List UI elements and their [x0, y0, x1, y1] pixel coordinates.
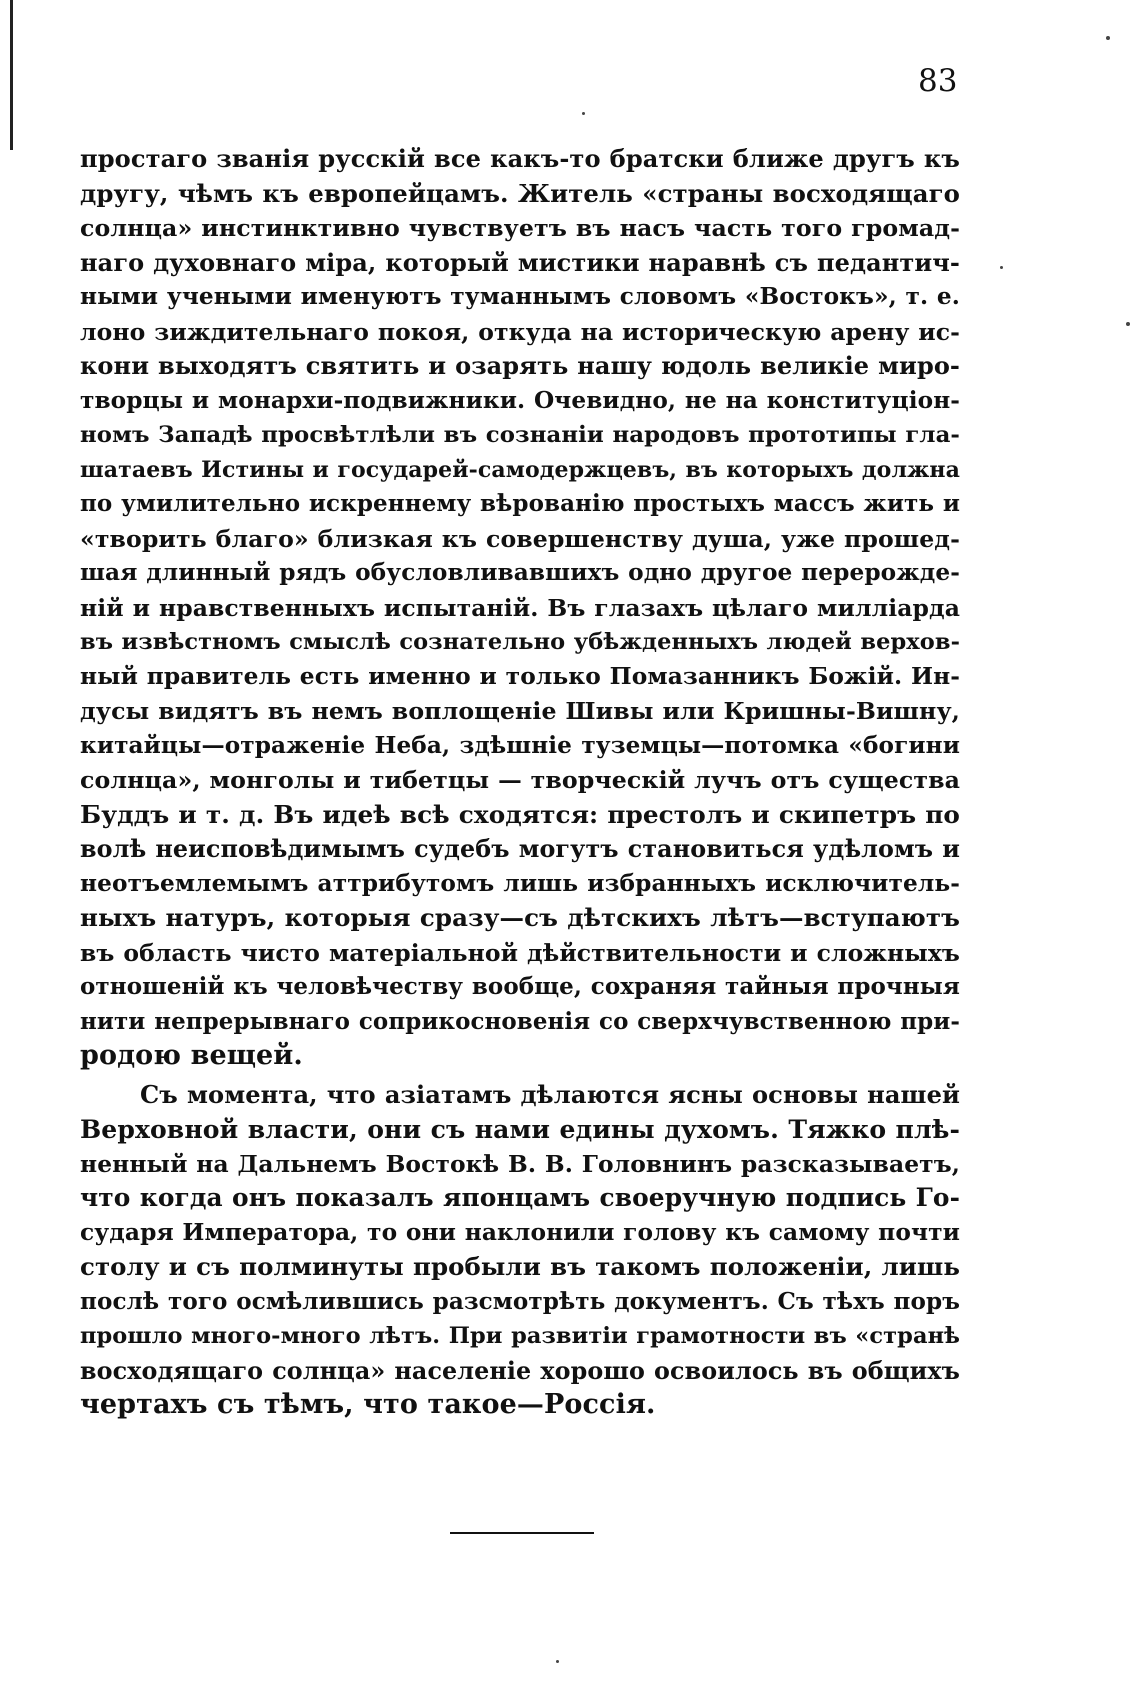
text-line: столу и съ полминуты пробыли въ такомъ положеніи, лишь [80, 1252, 960, 1281]
text-line: ныхъ натуръ, которыя сразу—съ дѣтскихъ лѣтъ—вступаютъ [80, 903, 960, 932]
text-line: солнца» инстинктивно чувствуетъ въ насъ часть того громад- [80, 214, 960, 242]
paragraph-2 [80, 1078, 960, 1423]
text-line: ній и нравственныхъ испытаній. Въ глазахъ цѣлаго милліарда [80, 593, 960, 622]
text-line: прошло много-много лѣтъ. При развитіи грамотности въ «странѣ [80, 1323, 960, 1349]
scan-speck [1000, 266, 1003, 269]
text-line: въ область чисто матеріальной дѣйствительности и сложныхъ [80, 938, 960, 967]
text-line: кони выходятъ святить и озарять нашу юдоль великіе миро- [80, 351, 960, 380]
text-line: простаго званія русскій все какъ-то братски ближе другъ къ [80, 144, 960, 173]
text-line: творцы и монархи-подвижники. Очевидно, не на конституціон- [80, 386, 960, 414]
text-line: шая длинный рядъ обусловливавшихъ одно другое перерожде- [80, 559, 960, 586]
text-line: сударя Императора, то они наклонили голову къ самому почти [80, 1218, 960, 1246]
text-line: Буддъ и т. д. Въ идеѣ всѣ сходятся: престолъ и скипетръ по [80, 799, 960, 829]
text-line: отношеній къ человѣчеству вообще, сохраняя тайныя прочныя [80, 973, 960, 1000]
text-line: лоно зиждительнаго покоя, откуда на историческую арену ис- [80, 317, 960, 346]
page-binding-edge [10, 0, 13, 150]
text-line: волѣ неисповѣдимымъ судебъ могутъ становиться удѣломъ и [80, 835, 960, 863]
text-line: послѣ того осмѣлившись разсмотрѣть документъ. Съ тѣхъ поръ [80, 1287, 960, 1315]
text-line: китайцы—отраженіе Неба, здѣшніе туземцы—потомка «богини [80, 731, 960, 759]
text-line: солнца», монголы и тибетцы — творческій лучъ отъ существа [80, 766, 960, 794]
text-line: ный правитель есть именно и только Помазанникъ Божій. Ин- [80, 662, 960, 690]
text-line: шатаевъ Истины и государей-самодержцевъ, въ которыхъ должна [80, 456, 960, 483]
paragraph-1 [80, 142, 960, 1074]
text-line: Верховной власти, они съ нами едины духомъ. Тяжко плѣ- [80, 1114, 960, 1144]
text-line: неотъемлемымъ аттрибутомъ лишь избранныхъ исключитель- [80, 869, 960, 897]
scan-speck [556, 1660, 559, 1663]
section-end-rule [450, 1532, 594, 1534]
text-line: по умилительно искреннему вѣрованію простыхъ массъ жить и [80, 490, 960, 517]
text-line: другу, чѣмъ къ европейцамъ. Житель «страны восходящаго [80, 178, 960, 208]
scan-speck [582, 112, 585, 115]
scan-speck [1106, 36, 1110, 40]
text-line: ными учеными именуютъ туманнымъ словомъ «Востокъ», т. е. [80, 283, 960, 310]
text-line: восходящаго солнца» населеніе хорошо освоилось въ общихъ [80, 1356, 960, 1385]
text-line: чертахъ съ тѣмъ, что такое—Россія. [80, 1389, 656, 1420]
text-line: наго духовнаго міра, который мистики наравнѣ съ педантич- [80, 247, 960, 277]
scan-speck [1126, 322, 1130, 326]
text-line: «творить благо» близкая къ совершенству душа, уже прошед- [80, 524, 960, 553]
text-line: что когда онъ показалъ японцамъ своеручную подпись Го- [80, 1183, 960, 1212]
text-line: нити непрерывнаго соприкосновенія со сверхчувственною при- [80, 1007, 960, 1035]
text-line: Съ момента, что азіатамъ дѣлаются ясны основы нашей [140, 1079, 960, 1109]
body-text [80, 142, 960, 1423]
text-line: родою вещей. [80, 1040, 303, 1071]
text-line: дусы видятъ въ немъ воплощеніе Шивы или Кришны-Вишну, [80, 697, 960, 725]
page-number: 83 [918, 63, 958, 99]
text-line: ненный на Дальнемъ Востокѣ В. В. Головнинъ разсказываетъ, [80, 1149, 960, 1178]
text-line: въ извѣстномъ смыслѣ сознательно убѣжденныхъ людей верхов- [80, 629, 960, 655]
text-line: номъ Западѣ просвѣтлѣли въ сознаніи народовъ прототипы гла- [80, 422, 960, 448]
